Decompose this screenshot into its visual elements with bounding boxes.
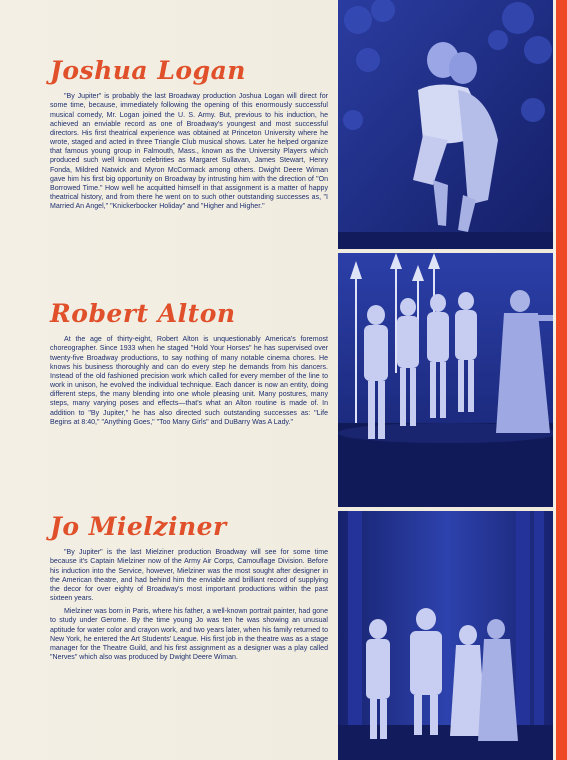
stage-photo-couple: [338, 0, 556, 249]
mielziner-section: [50, 514, 328, 666]
stage-photo-scene: [338, 511, 556, 760]
stage-photo-chorus-image: [338, 253, 556, 507]
alton-section: [50, 301, 328, 431]
orange-edge-stripe: [556, 0, 567, 760]
alton-heading: Robert Alton: [50, 299, 236, 328]
mielziner-heading: Jo Mielziner: [50, 512, 227, 541]
mielziner-bio-paragraph-2: Mielziner was born in Paris, where his father, a well-known portrait painter, had gone to study under Gerome. By the time young Jo was ten he was showing an unusual aptitude for water color and crayon work, and two years later, when his family returned to New York, he entered the Art Students' League. His first job in the theatre was as a stage manager for the Theatre Guild, and his first assignment as a designer was a play called "Nerves" which also was produced by Dwight Deere Wiman.: [50, 608, 328, 661]
stage-photo-scene-image: [338, 511, 556, 760]
stage-photo-couple-image: [338, 0, 556, 249]
logan-section: [50, 58, 328, 215]
logan-heading: Joshua Logan: [50, 56, 246, 85]
photo-column: [338, 0, 556, 760]
stage-photo-chorus: [338, 253, 556, 507]
logan-bio-paragraph: "By Jupiter" is probably the last Broadway production Joshua Logan will direct for some time, because, immediately following the opening of this enormously successful musical comedy, Mr. Logan joined the U. S. Army. But, previous to his induction, he achieved an enviable record as one of Broadway's youngest and most successful directors. His first theatrical experience was obtained at Princeton University where he wrote, staged and acted in three Triangle Club musical shows. Later he helped organize that famous young group in Falmouth, Mass., known as the University Players which produced such well known celebrities as Margaret Sullavan, James Stewart, Henry Fonda, Mildred Natwick and Myron McCormack among others. Dwight Deere Wiman gave him his first big opportunity on Broadway by intrusting him with the direction of "On Borrowed Time." How well he acquitted himself in that assignment is a matter of happy theatrical history, and from there he went on to such other outstanding successes as, "I Married An Angel," "Knickerbocker Holiday" and "Higher and Higher.": [50, 93, 328, 211]
alton-bio-paragraph: At the age of thirty-eight, Robert Alton is unquestionably America's foremost choreographer. Since 1933 when he staged "Hold Your Horses" he has supervised over twenty-five Broadway productions, to say nothing of many notable cinema chores. He knows his business thoroughly and can do every step he demands from his dancers. Instead of the old fashioned precision work which called for every member of the line to work in unison, he evolved the individual technique. Each dancer is now an entity, doing different steps, the many blending into one whole pleasing unit. Many postures, many steps, many varying poses and effects—that's what an Alton routine is made of. In addition to "By Jupiter," he has also directed such outstanding successes as: "Life Begins at 8:40," "Anything Goes," "Too Many Girls" and DuBarry Was A Lady.": [50, 336, 328, 426]
mielziner-bio-paragraph-1: "By Jupiter" is the last Mielziner production Broadway will see for some time because it's Captain Mielziner now of the Army Air Corps, Camouflage Division. Before his induction into the Service, however, Mielziner was the most sought after designer in the American theatre, and had behind him the enviable and brilliant record of supplying the decor for over eighty of Broadway's most important productions within the past sixteen years.: [50, 549, 328, 603]
